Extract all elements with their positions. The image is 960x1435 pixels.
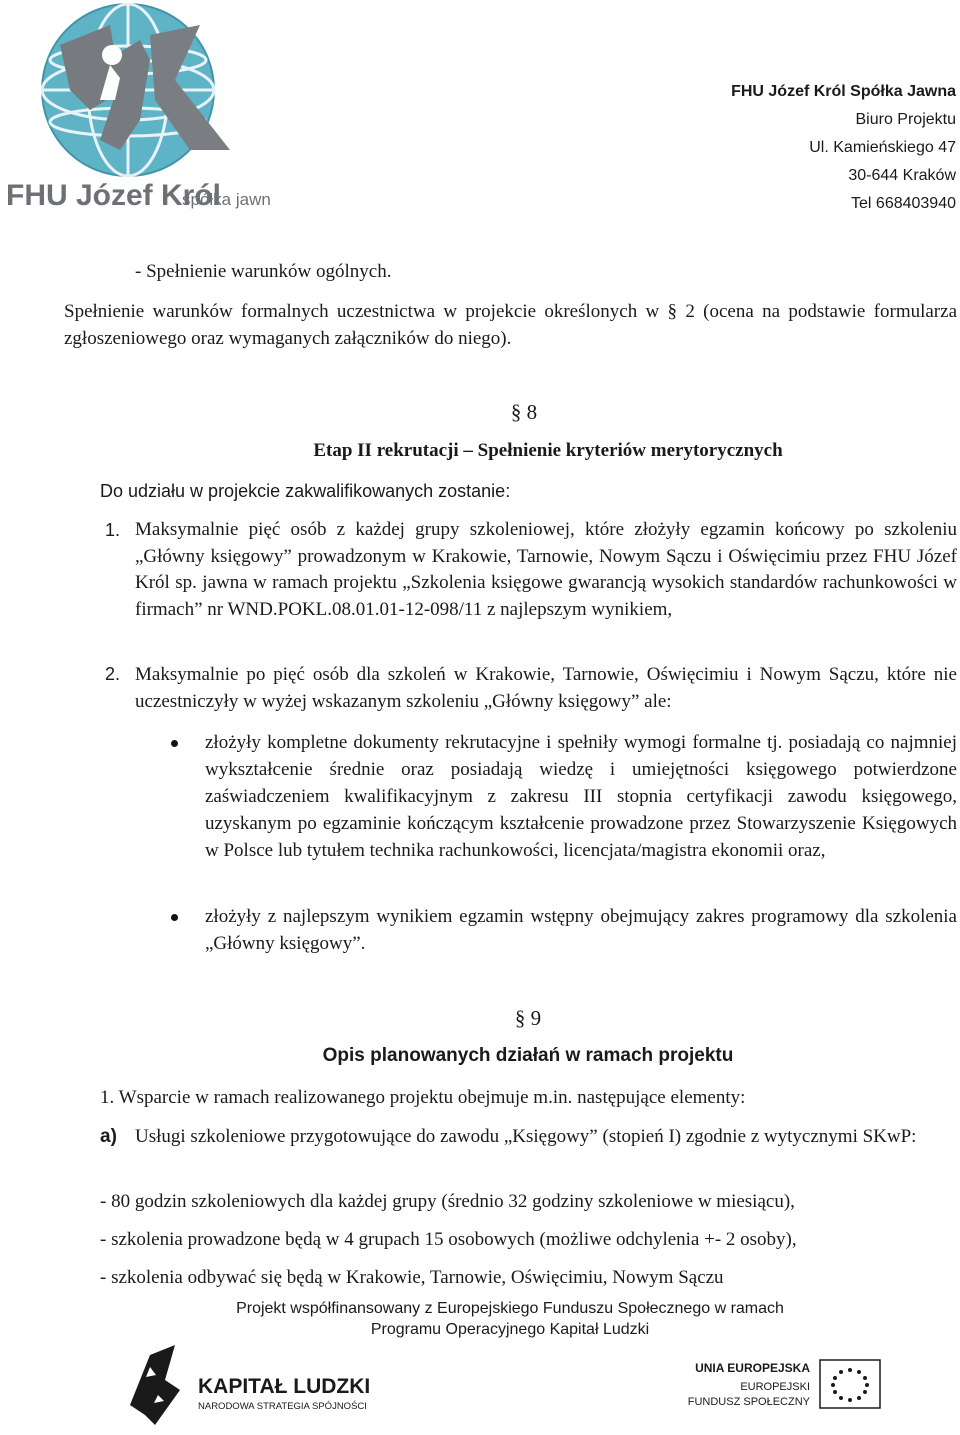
detail-locations: - szkolenia odbywać się będą w Krakowie, Tarnowie, Oświęcimiu, Nowym Sączu [100, 1267, 724, 1288]
item-a-text: Usługi szkoleniowe przygotowujące do zawodu „Księgowy” (stopień I) zgodnie z wytycznymi SKwP: [135, 1126, 917, 1147]
section-9-lead: 1. Wsparcie w ramach realizowanego projektu obejmuje m.in. następujące elementy: [100, 1087, 746, 1108]
section-8-title: Etap II rekrutacji – Spełnienie kryteriów merytorycznych [313, 440, 783, 461]
company-name: FHU Józef Król Spółka Jawna [731, 83, 956, 100]
company-city: 30-644 Kraków [848, 167, 956, 184]
logo-text: FHU Józef Król [6, 179, 222, 212]
ue-sub1: EUROPEJSKI [740, 1381, 810, 1393]
intro-formal-conditions: Spełnienie warunków formalnych uczestnictwa w projekcie określonych w § 2 (ocena na podstawie formularza zgłoszeniowego oraz wymaganych załączników do niego). [64, 301, 957, 349]
company-phone: Tel 668403940 [851, 195, 956, 212]
section-8-symbol: § 8 [510, 400, 538, 424]
company-street: Ul. Kamieńskiego 47 [809, 139, 956, 156]
footer-funding-note [0, 1298, 960, 1340]
kapital-ludzki-logo [120, 1345, 390, 1435]
ue-title: UNIA EUROPEJSKA [695, 1361, 810, 1375]
item-1-number: 1. [105, 520, 121, 540]
kl-title: KAPITAŁ LUDZKI [198, 1375, 371, 1398]
footer-line-1: Projekt współfinansowany z Europejskiego Funduszu Społecznego w ramach [236, 1300, 784, 1317]
section-9-symbol: § 9 [514, 1006, 542, 1030]
bullet-1-text: złożyły kompletne dokumenty rekrutacyjne i spełniły wymogi formalne tj. posiadają co najmniej wykształcenie średnie oraz posiadają wiedzę i umiejętności księgowego potwierdzone zaświadczeniem kwalifikacyjnym z zakresu III stopnia certyfikacji zawodu księgowego, uzyskanym po egzaminie kończącym kształcenie prowadzone przez Stowarzyszenie Księgowych w Polsce lub tytułem technika rachunkowości, licencjata/magistra ekonomii oraz, [205, 732, 957, 861]
company-address [731, 78, 956, 218]
bullet-2-text: złożyły z najlepszym wynikiem egzamin wstępny obejmujący zakres programowy dla szkolenia „Główny księgowy”. [205, 906, 957, 954]
bullet-icon [171, 740, 178, 747]
section-8-lead: Do udziału w projekcie zakwalifikowanych zostanie: [100, 481, 511, 501]
kl-subtitle: NARODOWA STRATEGIA SPÓJNOŚCI [198, 1401, 367, 1412]
detail-hours: - 80 godzin szkoleniowych dla każdej grupy (średnio 32 godziny szkoleniowe w miesiącu), [100, 1191, 795, 1212]
logo-subtext: spółka jawn [182, 190, 270, 209]
item-a-label: a) [100, 1126, 117, 1147]
detail-groups: - szkolenia prowadzone będą w 4 grupach 15 osobowych (możliwe odchylenia +- 2 osoby), [100, 1229, 797, 1250]
item-2-text: Maksymalnie po pięć osób dla szkoleń w Krakowie, Tarnowie, Oświęcimiu i Nowym Sączu, które nie uczestniczyły w wyżej wskazanym szkoleniu „Główny księgowy” ale: [135, 664, 957, 712]
ue-sub2: FUNDUSZ SPOŁECZNY [687, 1396, 810, 1408]
intro-general-conditions: - Spełnienie warunków ogólnych. [135, 261, 392, 282]
item-2-number: 2. [105, 664, 121, 684]
company-dept: Biuro Projektu [855, 111, 956, 128]
bullet-icon [171, 914, 178, 921]
footer-line-2: Programu Operacyjnego Kapitał Ludzki [370, 1321, 650, 1338]
item-1-text: Maksymalnie pięć osób z każdej grupy szkoleniowej, które złożyły egzamin końcowy po szkoleniu „Główny księgowy” prowadzonym w Krakowie, Tarnowie, Nowym Sączu i Oświęcimiu przez FHU Józef Król sp. jawna w ramach projektu „Szkolenia księgowe gwarancją wysokich standardów rachunkowości w firmach” nr WND.POKL.08.01.01-12-098/11 z najlepszym wynikiem, [135, 519, 957, 620]
section-9-title: Opis planowanych działań w ramach projektu [322, 1045, 734, 1066]
eu-social-fund-logo [680, 1358, 890, 1423]
company-logo [0, 0, 270, 215]
